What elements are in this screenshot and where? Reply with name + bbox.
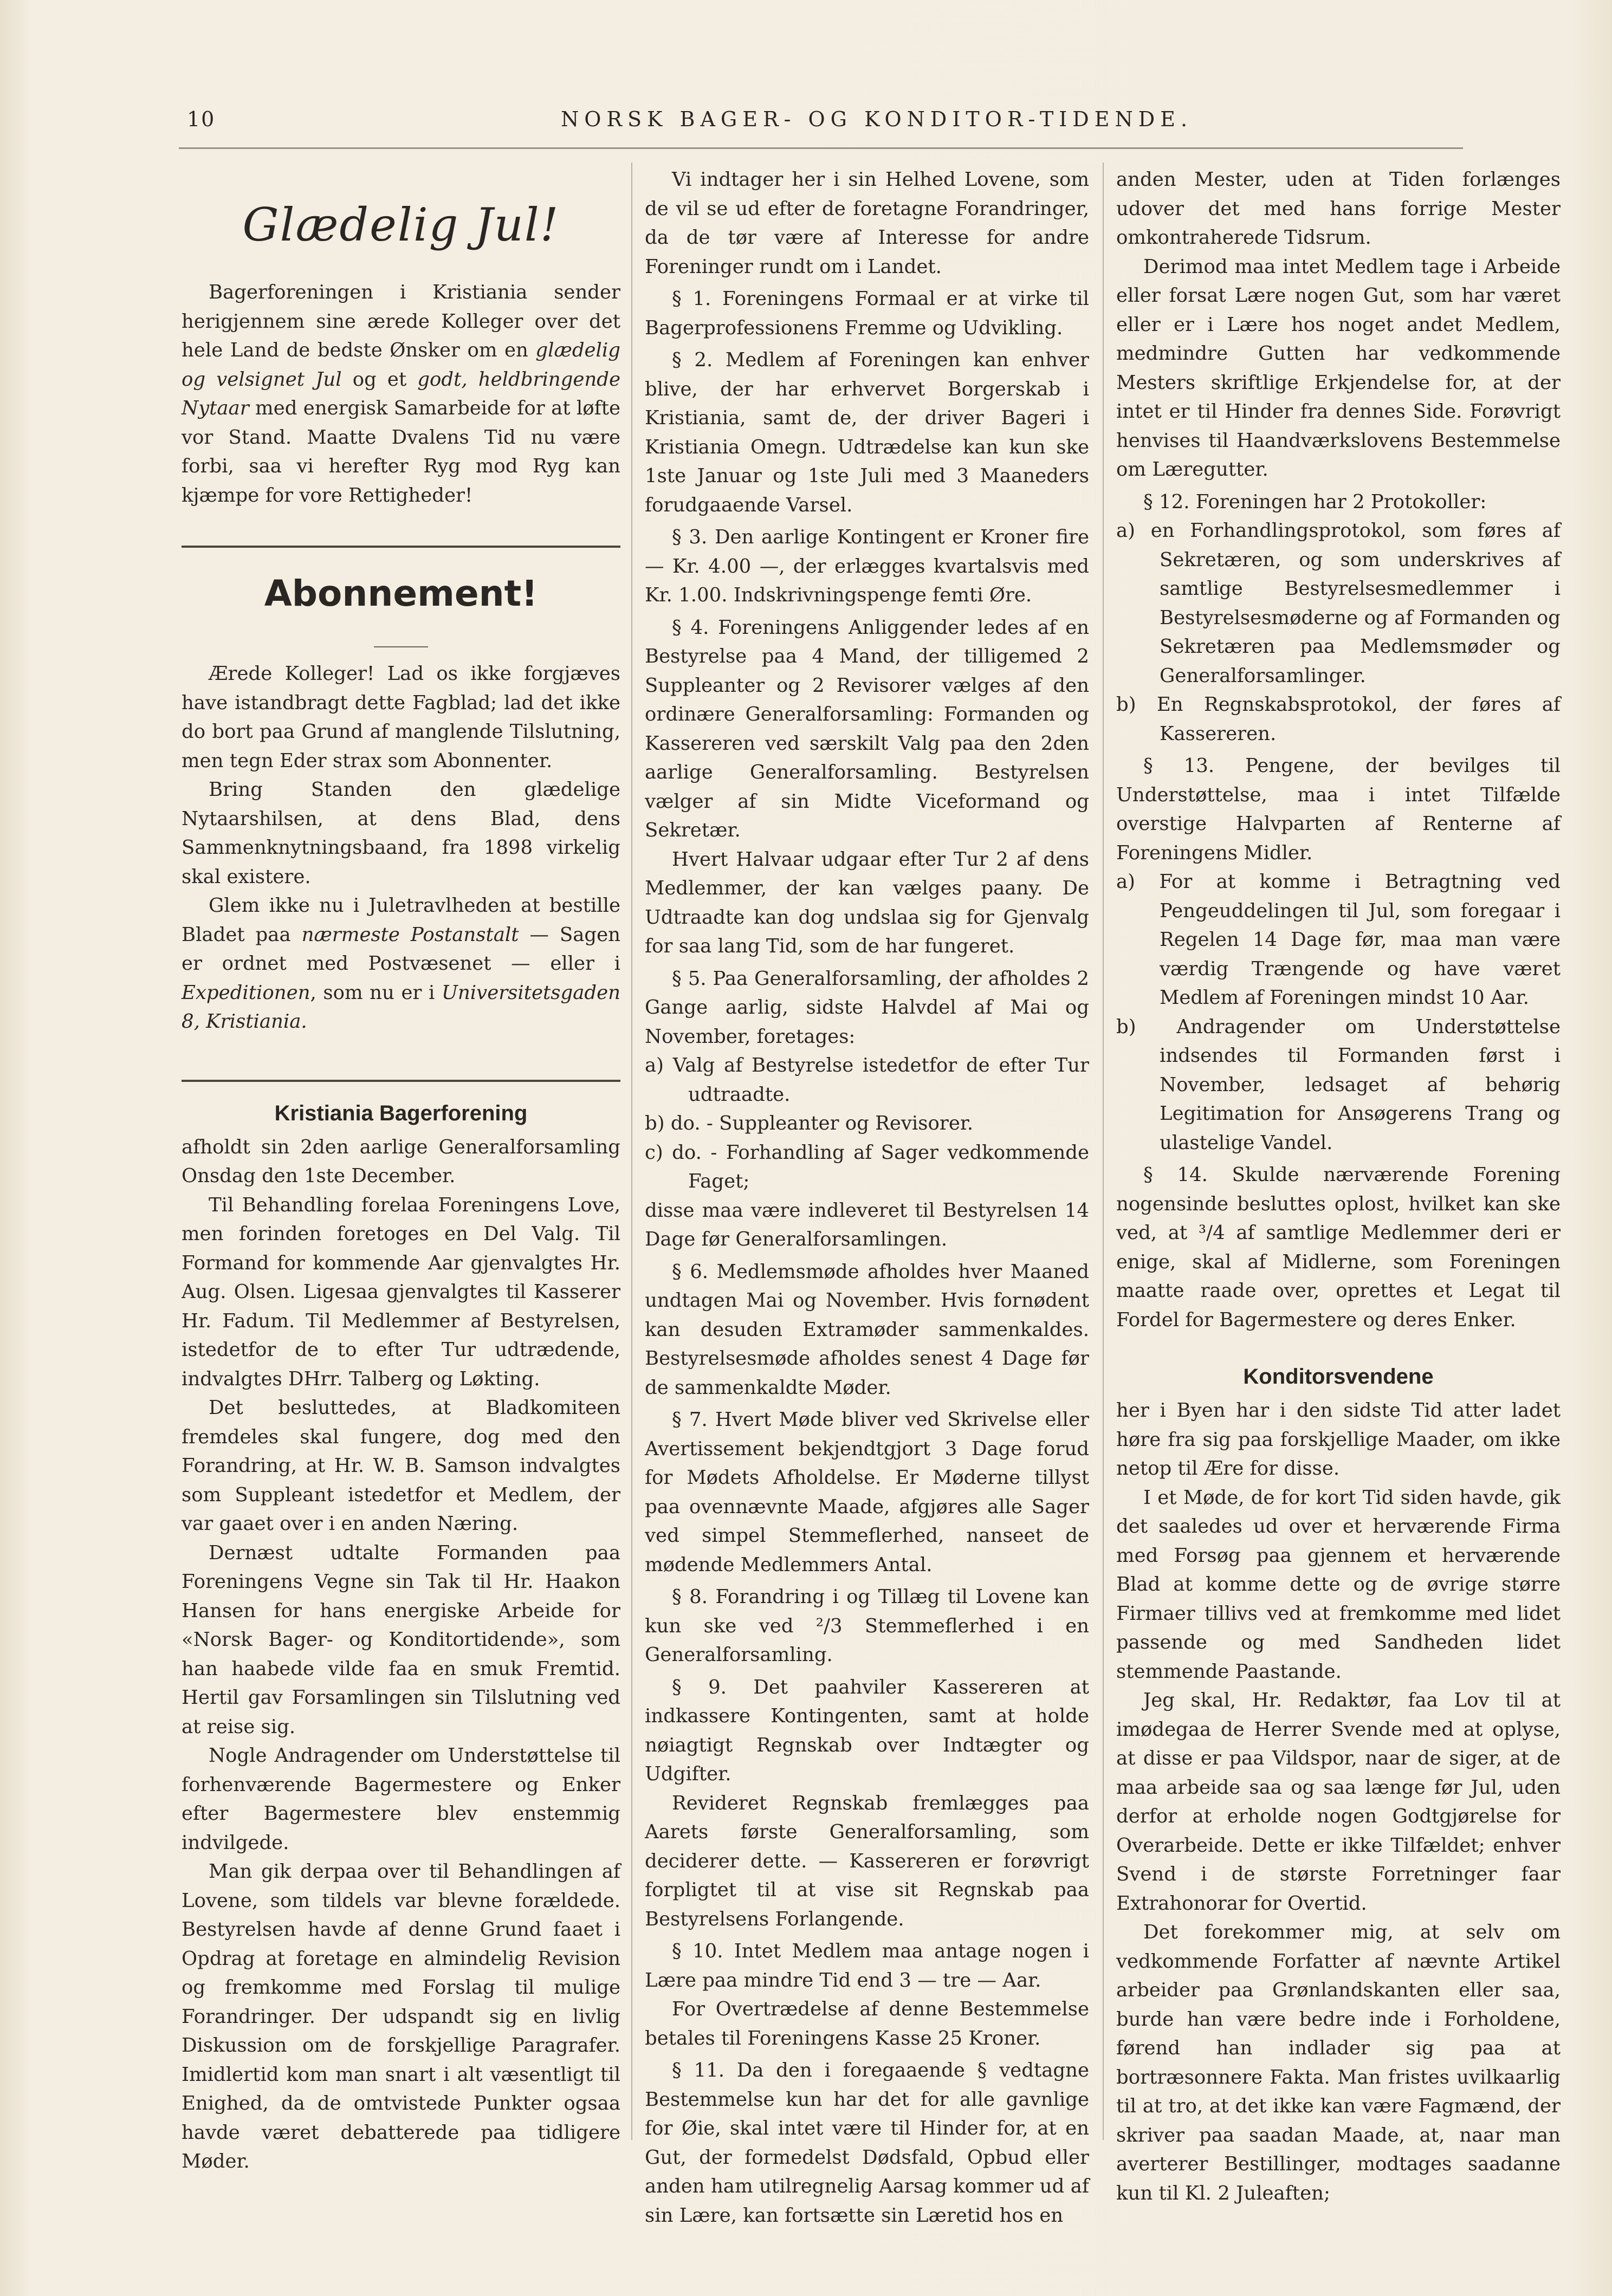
law-section: § 6. Medlemsmøde afholdes hver Maaned undtagen Mai og November. Hvis fornødent kan desuden Extramøder sammenkaldes. Bestyrelsesmøde afholdes senest 4 Dage før de sammenkaldte Møder. xyxy=(645,1260,1089,1399)
kristiania-bagerforening-title: Kristiania Bagerforening xyxy=(274,1101,528,1125)
law-section: § 10. Intet Medlem maa antage nogen i Lære paa mindre Tid end 3 — tre — Aar. xyxy=(645,1940,1089,1992)
list-item: b) do. - Suppleanter og Revisorer. xyxy=(645,1112,974,1134)
law-section: § 13. Pengene, der bevilges til Understøttelse, maa i intet Tilfælde overstige Halvparten af Renterne af Foreningens Midler. xyxy=(1116,755,1561,864)
column-divider xyxy=(1103,163,1104,2140)
header-rule xyxy=(179,147,1463,149)
article-paragraph: Dernæst udtalte Formanden paa Foreningens Vegne sin Tak til Hr. Haakon Hansen for hans energiske Arbeide for «Norsk Bager- og Konditortidende», som han haabede vilde faa en smuk Fremtid. Hertil gav Forsamlingen sin Tilslutning ved at reise sig. xyxy=(182,1541,620,1738)
abonnement-paragraph: Bring Standen den glædelige Nytaarshilsen, at dens Blad, dens Sammenknytningsbaand, fra 1898 virkelig skal existere. xyxy=(182,779,620,888)
column-divider xyxy=(631,163,632,2140)
konditorsvendene-title: Konditorsvendene xyxy=(1243,1365,1434,1389)
greeting-paragraph: Bagerforeningen i Kristiania sender herigjennem sine ærede Kolleger over det hele Land de bedste Ønsker om en glædelig og velsignet Jul og et godt, heldbringende Nytaar med energisk Samarbeide for at løfte vor Stand. Maatte Dvalens Tid nu være forbi, saa vi herefter Ryg mod Ryg kan kjæmpe for vore Rettigheder! xyxy=(182,281,621,507)
abonnement-paragraph: Ærede Kolleger! Lad os ikke forgjæves have istandbragt dette Fagblad; lad det ikke do bort paa Grund af manglende Tilslutning, men tegn Eder strax som Abonnenter. xyxy=(182,663,620,772)
page-header xyxy=(187,107,1193,140)
abonnement-title: Abonnement! xyxy=(264,573,538,614)
article-paragraph: Det forekommer mig, at selv om vedkommende Forfatter af nævnte Artikel arbeider paa Grønlandskanten eller saa, burde han være bedre inde i Forholdene, førend han indlader sig paa at bortræsonnere Fakta. Man fristes uvilkaarlig til at tro, at det ikke kan være Fagmænd, der skriver paa saadan Maade, at, naar man averterer Bestillinger, modtages saadanne kun til Kl. 2 Juleaften; xyxy=(1116,1921,1561,2204)
article-paragraph: Det besluttedes, at Bladkomiteen fremdeles skal fungere, dog med den Forandring, at Hr. W. B. Samson indvalgtes som Suppleant istedetfor et Medlem, der var gaaet over i en anden Næring. xyxy=(182,1397,620,1535)
list-item: a) For at komme i Betragtning ved Pengeuddelingen til Jul, som foregaar i Regelen 14 Dage før, maa man være værdig Trængende og have været Medlem af Foreningen mindst 10 Aar. xyxy=(1116,871,1561,1009)
law-section: disse maa være indleveret til Bestyrelsen 14 Dage før Generalforsamlingen. xyxy=(645,1199,1089,1250)
article-paragraph: Nogle Andragender om Understøttelse til forhenværende Bagermestere og Enker efter Bagermestere blev enstemmig indvilgede. xyxy=(182,1744,620,1854)
law-section: § 5. Paa Generalforsamling, der afholdes 2 Gange aarlig, sidste Halvdel af Mai og November, foretages: xyxy=(645,967,1089,1048)
law-section: anden Mester, uden at Tiden forlænges udover det med hans forrige Mester omkontraherede Tidsrum. xyxy=(1116,168,1561,249)
section-rule xyxy=(182,1080,620,1082)
law-section: § 7. Hvert Møde bliver ved Skrivelse eller Avertissement bekjendtgjort 3 Dage forud for Mødets Afholdelse. Er Møderne tillyst paa ovennævnte Maade, afgjøres alle Sager ved simpel Stemmeflerhed, nanseet de mødende Medlemmers Antal. xyxy=(645,1409,1089,1576)
article-paragraph: Jeg skal, Hr. Redaktør, faa Lov til at imødegaa de Herrer Svende med at oplyse, at disse er paa Vildspor, naar de siger, at de maa arbeide saa og saa længe før Jul, uden derfor at erholde nogen Godtgjørelse for Overarbeide. Dette er ikke Tilfældet; enhver Svend i de største Forretninger faar Extrahonorar for Overtid. xyxy=(1116,1689,1561,1915)
law-section: § 2. Medlem af Foreningen kan enhver blive, der har erhvervet Borgerskab i Kristiania, samt de, der driver Bageri i Kristiania Omegn. Udtrædelse kan kun ske 1ste Januar og 1ste Juli med 3 Maaneders forudgaaende Varsel. xyxy=(645,349,1089,516)
article-paragraph: Vi indtager her i sin Helhed Lovene, som de vil se ud efter de foretagne Forandringer, da de tør være af Interesse for andre Foreninger rundt om i Landet. xyxy=(645,168,1089,278)
list-item: a) en Forhandlingsprotokol, som føres af Sekretæren, og som underskrives af samtlige Bestyrelsesmedlemmer i Bestyrelsesmøderne og af Formanden og Sekretæren paa Medlemsmøder og Generalforsamlinger. xyxy=(1116,520,1561,687)
list-item: b) Andragender om Understøttelse indsendes til Formanden først i November, ledsaget af behørig Legitimation for Ansøgerens Trang og ulastelige Vandel. xyxy=(1116,1015,1561,1154)
law-section: Revideret Regnskab fremlægges paa Aarets første Generalforsamling, som deciderer dette. — Kassereren er forøvrigt forpligtet til at vise sit Regnskab paa Bestyrelsens Forlangende. xyxy=(645,1792,1089,1930)
column-3 xyxy=(1116,165,1561,2208)
section-rule xyxy=(182,546,620,548)
article-paragraph: Til Behandling forelaa Foreningens Love, men forinden foretoges en Del Valg. Til Formand for kommende Aar gjenvalgtes Hr. Aug. Olsen. Ligesaa gjenvalgtes til Kasserer Hr. Fadum. Til Medlemmer af Bestyrelsen, istedetfor de to efter Tur udtrædende, indvalgtes DHrr. Talberg og Løkting. xyxy=(182,1194,620,1390)
list-item: a) Valg af Bestyrelse istedetfor de efter Tur udtraadte. xyxy=(645,1054,1089,1106)
abonnement-paragraph: Glem ikke nu i Juletravlheden at bestille Bladet paa nærmeste Postanstalt — Sagen er ordnet med Postvæsenet — eller i Expeditionen, som nu er i Universitetsgaden 8, Kristiania. xyxy=(182,894,620,1033)
column-2 xyxy=(645,165,1089,2230)
article-paragraph: I et Møde, de for kort Tid siden havde, gik det saaledes ud over et herværende Firma med Forsøg paa gjennem et herværende Blad at komme dette og de øvrige større Firmaer tillivs ved at fremkomme med lidet passende og med Sandheden lidet stemmende Paastande. xyxy=(1116,1486,1561,1683)
article-paragraph: Man gik derpaa over til Behandlingen af Lovene, som tildels var blevne forældede. Bestyrelsen havde af denne Grund faaet i Opdrag at foretage en almindelig Revision og fremkomme med Forslag til mulige Forandringer. Der udspandt sig en livlig Diskussion om de forskjellige Paragrafer. Imidlertid kom man snart i alt væsentligt til Enighed, da de omtvistede Punkter ogsaa havde været debatterede paa tidligere Møder. xyxy=(182,1860,620,2172)
law-section: Hvert Halvaar udgaar efter Tur 2 af dens Medlemmer, der kan vælges paany. De Udtraadte kan dog undslaa sig for Gjenvalg for saa lang Tid, som de har fungeret. xyxy=(645,848,1089,957)
page-number: 10 xyxy=(187,107,216,131)
law-section: Derimod maa intet Medlem tage i Arbeide eller forsat Lære nogen Gut, som har været eller er i Lære hos noget andet Medlem, medmindre Gutten har vedkommende Mesters skriftlige Erkjendelse for, at der intet er til Hinder fra dennes Side. Forøvrigt henvises til Haandværkslovens Bestemmelse om Læregutter. xyxy=(1116,255,1561,481)
law-section: § 14. Skulde nærværende Forening nogensinde besluttes oplost, hvilket kan ske ved, at ³/4 af samtlige Medlemmer deri er enige, skal af Midlerne, som Foreningen maatte raade over, oprettes et Legat til Fordel for Bagermestere og deres Enker. xyxy=(1116,1164,1561,1331)
journal-title: NORSK BAGER- OG KONDITOR-TIDENDE. xyxy=(561,107,1193,131)
list-item: b) En Regnskabsprotokol, der føres af Kassereren. xyxy=(1116,693,1561,745)
column-1 xyxy=(182,165,620,2176)
law-section: § 12. Foreningen har 2 Protokoller: xyxy=(1143,490,1487,513)
law-section: § 3. Den aarlige Kontingent er Kroner fire — Kr. 4.00 —, der erlægges kvartalsvis med Kr. 1.00. Indskrivningspenge femti Øre. xyxy=(645,526,1089,606)
law-section: § 9. Det paahviler Kassereren at indkassere Kontingenten, samt at holde nøiagtigt Regnskab over Indtægter og Udgifter. xyxy=(645,1676,1089,1785)
article-paragraph: her i Byen har i den sidste Tid atter ladet høre fra sig paa forskjellige Maader, om ikke netop til Ære for disse. xyxy=(1116,1399,1561,1480)
law-section: § 8. Forandring i og Tillæg til Lovene kan kun ske ved ²/3 Stemmeflerhed i en Generalforsamling. xyxy=(645,1586,1089,1666)
greeting-title: Glædelig Jul! xyxy=(242,198,560,251)
article-paragraph: afholdt sin 2den aarlige Generalforsamling Onsdag den 1ste December. xyxy=(182,1136,620,1187)
law-section: § 11. Da den i foregaaende § vedtagne Bestemmelse kun har det for alle gavnlige for Øie, skal intet være til Hinder for, at en Gut, der formedelst Dødsfald, Opbud eller anden ham utilregnelig Aarsag kommer ud af sin Lære, kan fortsætte sin Læretid hos en xyxy=(645,2059,1089,2227)
law-section: For Overtrædelse af denne Bestemmelse betales til Foreningens Kasse 25 Kroner. xyxy=(645,1998,1089,2049)
list-item: c) do. - Forhandling af Sager vedkommende Faget; xyxy=(645,1141,1089,1192)
law-section: § 4. Foreningens Anliggender ledes af en Bestyrelse paa 4 Mand, der tilligemed 2 Suppleanter og 2 Revisorer vælges af den ordinære Generalforsamling: Formanden og Kassereren ved særskilt Valg paa den 2den aarlige Generalforsamling. Bestyrelsen vælger af sin Midte Viceformand og Sekretær. xyxy=(645,616,1089,841)
short-rule xyxy=(374,646,428,647)
law-section: § 1. Foreningens Formaal er at virke til Bagerprofessionens Fremme og Udvikling. xyxy=(645,288,1089,339)
